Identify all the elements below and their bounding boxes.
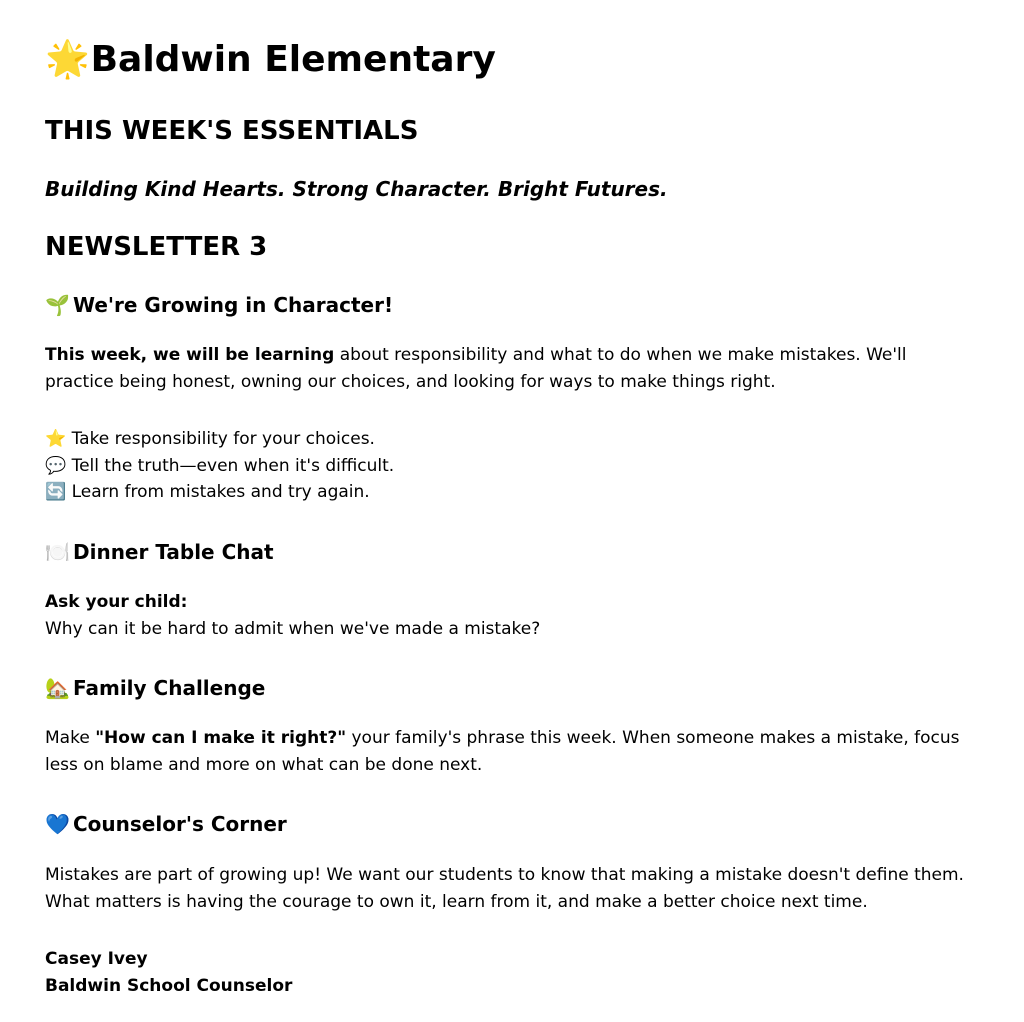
blue-heart-icon: 💙 <box>45 812 70 836</box>
list-item <box>45 479 394 506</box>
list-item <box>45 426 394 453</box>
family-prefix: Make <box>45 728 96 748</box>
list-item <box>45 453 394 480</box>
newsletter-heading: NEWSLETTER 3 <box>45 232 268 262</box>
character-body-text: about responsibility and what to do when we make mistakes. We'll practice being honest, owning our choices, and looking for ways to make things right. <box>45 345 907 392</box>
bullet-text: Tell the truth—even when it's difficult. <box>71 455 395 476</box>
essentials-heading: THIS WEEK'S ESSENTIALS <box>45 116 419 146</box>
speech-bubble-icon: 💬 <box>45 455 67 476</box>
character-bullet-list <box>45 426 394 506</box>
dinner-section-heading <box>45 539 274 565</box>
dinner-block <box>45 589 965 643</box>
plate-icon: 🍽️ <box>45 540 70 564</box>
dinner-heading-text: Dinner Table Chat <box>73 540 274 564</box>
bullet-text: Take responsibility for your choices. <box>71 429 375 449</box>
counselor-paragraph: Mistakes are part of growing up! We want our students to know that making a mistake doesn't define them. What matters is having the courage to own it, learn from it, and make a better choice next time. <box>45 865 964 912</box>
family-heading-text: Family Challenge <box>73 676 266 700</box>
character-paragraph <box>45 342 965 396</box>
counselor-heading-text: Counselor's Corner <box>73 812 287 836</box>
dinner-question: Why can it be hard to admit when we've made a mistake? <box>45 619 541 639</box>
character-heading-text: We're Growing in Character! <box>73 293 394 317</box>
family-suffix: your family's phrase this week. When someone makes a mistake, focus less on blame and more on what can be done next. <box>45 728 960 775</box>
signature-name: Casey Ivey <box>45 949 148 969</box>
family-paragraph <box>45 725 965 779</box>
family-phrase: "How can I make it right?" <box>95 728 347 748</box>
character-section-heading <box>45 292 393 318</box>
repeat-icon: 🔄 <box>45 482 67 502</box>
school-title <box>45 38 496 82</box>
star-icon: ⭐ <box>45 429 67 449</box>
glowing-star-icon: 🌟 <box>45 39 90 80</box>
character-lead-bold: This week, we will be learning <box>45 345 335 365</box>
seedling-icon: 🌱 <box>45 293 70 317</box>
school-name: Baldwin Elementary <box>90 39 496 80</box>
bullet-text: Learn from mistakes and try again. <box>71 482 370 502</box>
family-section-heading <box>45 675 265 701</box>
dinner-label: Ask your child: <box>45 592 188 612</box>
house-icon: 🏡 <box>45 676 70 700</box>
signature-title: Baldwin School Counselor <box>45 976 293 996</box>
counselor-section-heading <box>45 811 287 837</box>
signature-block <box>45 946 292 1000</box>
tagline: Building Kind Hearts. Strong Character. Bright Futures. <box>45 177 668 201</box>
